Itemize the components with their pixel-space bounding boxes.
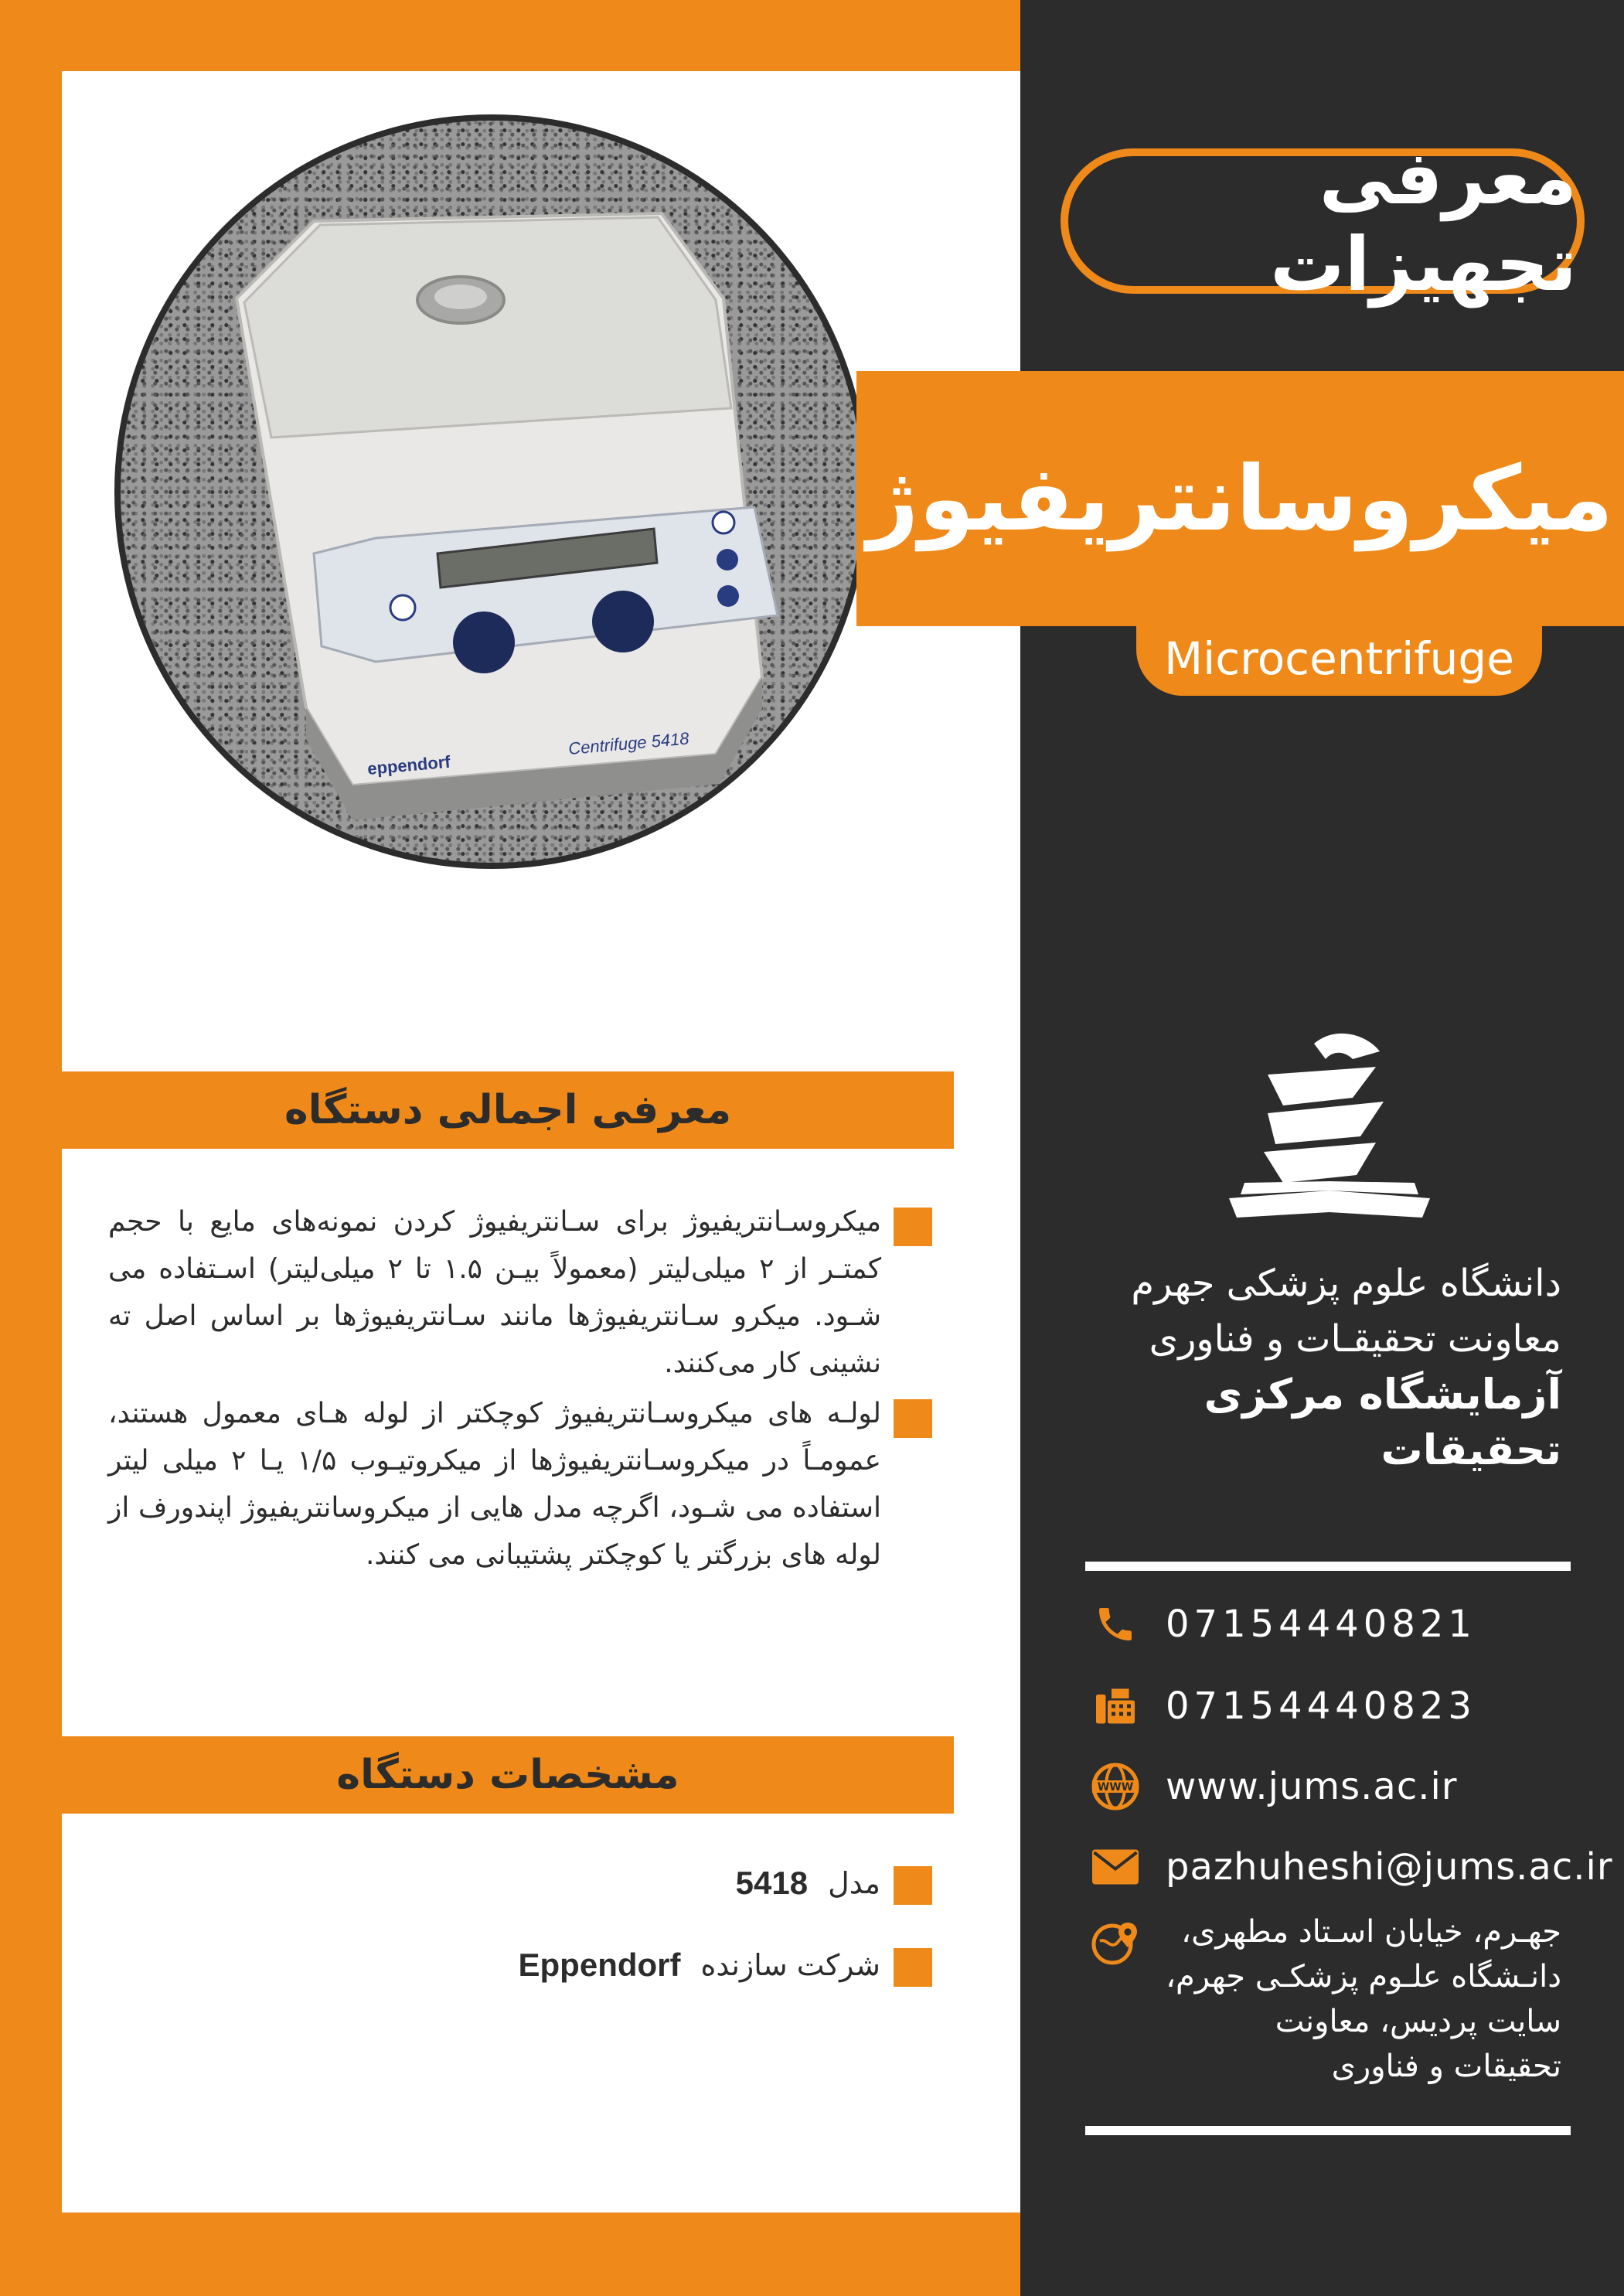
university-logo (1221, 1028, 1438, 1237)
overview-heading: معرفی اجمالی دستگاه (62, 1071, 954, 1149)
spec-row-model (736, 1865, 880, 1902)
spec-label-manufacturer: شرکت سازنده (700, 1948, 880, 1982)
email-link[interactable]: pazhuheshi@jums.ac.ir (1166, 1845, 1613, 1889)
svg-text:WWW: WWW (1097, 1781, 1134, 1794)
institution-block (1051, 1255, 1561, 1478)
device-name-fa: میکروسانتریفیوژ (856, 371, 1624, 626)
contact-website[interactable] (1088, 1759, 1458, 1814)
device-name-en: Microcentrifuge (1136, 622, 1542, 696)
web-icon (1088, 1759, 1142, 1814)
spec-label-model: مدل (828, 1866, 880, 1900)
spec-value-model: 5418 (735, 1865, 809, 1901)
phone-icon (1088, 1597, 1142, 1651)
institution-deputy: معاونت تحقیقـات و فناوری (1149, 1317, 1561, 1361)
website-link[interactable]: www.jums.ac.ir (1166, 1765, 1458, 1808)
overview-paragraph-1: میکروسـانتریفیوژ برای سـانتریفیوژ کردن نمونه‌های مایع با حجم کمتـر از ۲ میلی‌لیتر (معمولاً بیـن ۱.۵ تا ۲ میلی‌لیتر) اسـتفاده می شـود. میکرو سـانتریفیوژها مانند سـانتریفیوژها بر اساس اصل ته نشینی کار می‌کنند. (108, 1206, 882, 1379)
location-icon (1088, 1917, 1142, 1971)
address-text: جهـرم، خیابان اسـتاد مطهری، دانـشگاه علـوم پزشکـی جهرم، سایت پردیس، معاونت تحقیقات و فناوری (1166, 1914, 1561, 2084)
centrifuge-illustration (121, 121, 863, 863)
contact-email[interactable] (1088, 1840, 1613, 1894)
spec-row-manufacturer (519, 1947, 880, 1984)
fax-icon (1088, 1679, 1142, 1733)
phone-number: 07154440821 (1166, 1603, 1476, 1646)
page-title: معرفی تجهیزات (1061, 148, 1585, 294)
bullet-square (894, 1399, 932, 1438)
bullet-square (894, 1866, 932, 1905)
contact-phone[interactable] (1088, 1597, 1476, 1651)
bullet-square (894, 1948, 932, 1987)
contact-fax[interactable] (1088, 1679, 1476, 1733)
institution-lab: آزمایشگاه مرکزی تحقیقات (1204, 1370, 1561, 1474)
model-label: Centrifuge 5418 (567, 728, 690, 758)
email-icon (1088, 1840, 1142, 1894)
spec-value-manufacturer: Eppendorf (518, 1947, 681, 1983)
institution-university: دانشگاه علوم پزشکی جهرم (1131, 1262, 1561, 1305)
divider-top (1085, 1562, 1571, 1571)
overview-paragraph-2: لولـه های میکروسـانتریفیوژ کوچکتر از لوله هـای معمول هستند، عمومـاً در میکروسـانتریفیوژها از میکروتیـوب ۱/۵ یـا ۲ میلی لیتر استفاده می شـود، اگرچه مدل هایی از میکروسانتریفیوژ اپندورف از لوله های بزرگتر یا کوچکتر پشتیبانی می کنند. (108, 1398, 882, 1571)
divider-bottom (1085, 2126, 1571, 2135)
fax-number: 07154440823 (1166, 1685, 1476, 1728)
device-photo (114, 114, 869, 869)
specs-heading: مشخصات دستگاه (62, 1736, 954, 1814)
bullet-square (894, 1208, 932, 1246)
brand-label: eppendorf (366, 751, 451, 778)
